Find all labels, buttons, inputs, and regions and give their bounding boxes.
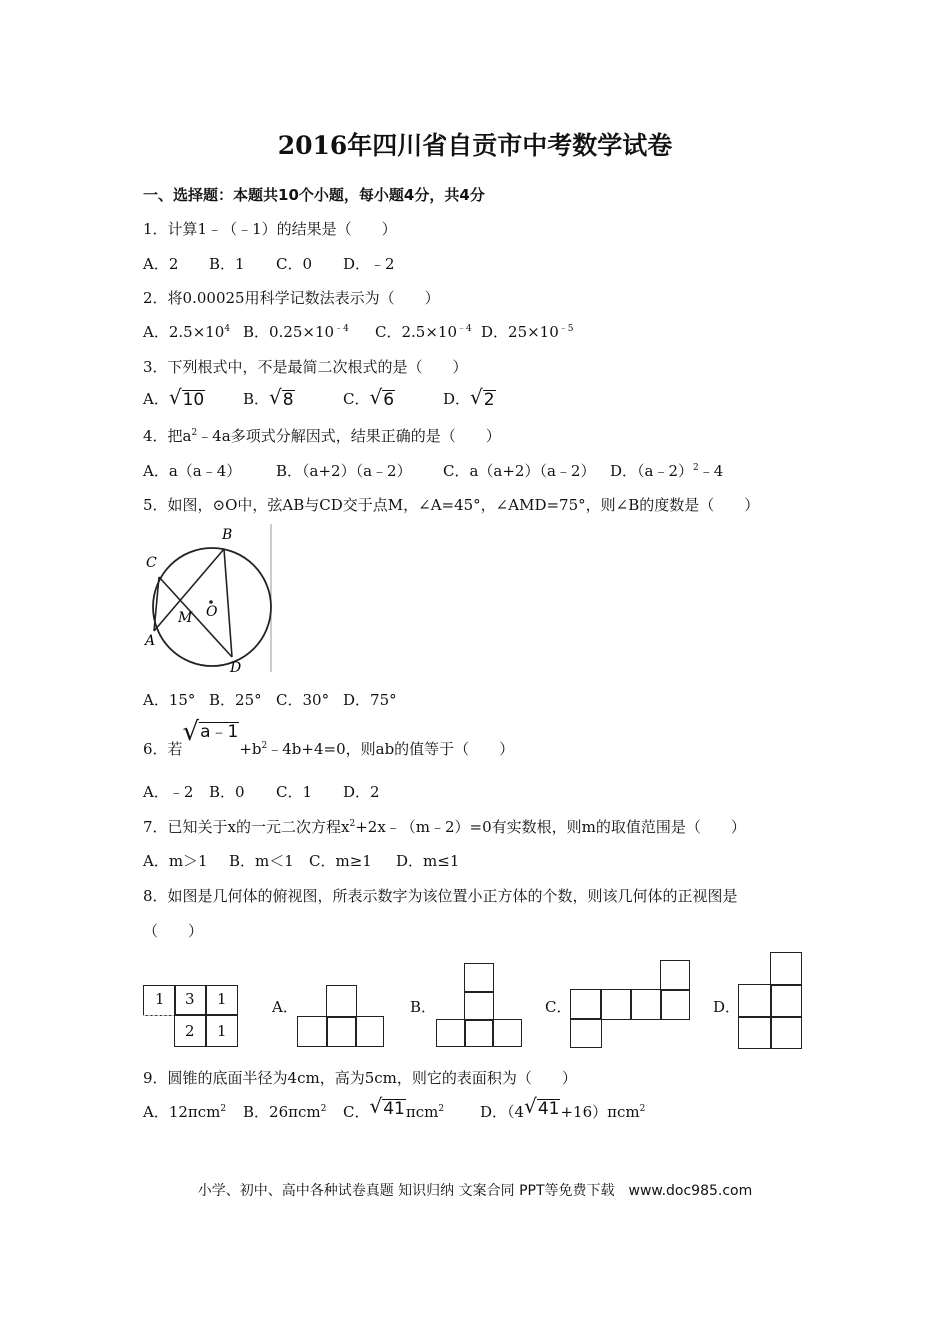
q3-d-radicand: 2 [483,390,495,410]
q4-option-b: B．（a+2）（a﹣2） [276,462,412,480]
q5-option-b: B．25° [209,691,262,709]
q4-d-post: ﹣4 [698,462,724,480]
q8-stem: 8．如图是几何体的俯视图，所表示数字为该位置小正方体的个数，则该几何体的正视图是 [143,887,738,905]
cube-square [436,1019,466,1047]
q3-option-d [443,385,496,410]
cube-square [738,984,772,1018]
q7-stem-pre: 7．已知关于x的一元二次方程x [143,818,350,836]
q9-d-exp: 2 [639,1104,646,1114]
cube-square [570,989,602,1020]
cube-square [355,1016,384,1047]
q1-stem: 1．计算1﹣（﹣1）的结果是（ ） [143,220,397,238]
q7-option-a: A．m＞1 [143,852,208,870]
q9-b-exp: 2 [320,1104,327,1114]
sqrt-icon: √ 6 [369,385,395,410]
q3-stem: 3．下列根式中，不是最简二次根式的是（ ） [143,358,468,376]
page-title: 2016年四川省自贡市中考数学试卷 [277,131,673,160]
circle-figure [140,522,275,674]
q9-d-pre: D．（4 [480,1103,525,1121]
q4-option-d [610,460,723,481]
q3-d-label: D． [443,390,471,408]
sqrt-icon: √ 41 [524,1094,560,1119]
q2-b-exp: ﹣4 [334,324,349,334]
q3-options [143,385,495,410]
q8-option-b-label: B． [410,998,437,1016]
q6-stem-exp: 2 [261,741,268,751]
q3-b-radicand: 8 [282,390,294,410]
q6-option-b: B．0 [209,783,245,801]
cube-square [660,989,690,1020]
sqrt-icon: √ a﹣1 [182,717,239,747]
q8-option-c-figure [570,960,690,1048]
q5-stem: 5．如图，⊙O中，弦AB与CD交于点M，∠A=45°，∠AMD=75°，则∠B的度数是（ ） [143,496,760,514]
q3-option-a [143,385,205,410]
q9-d-radicand: 41 [537,1099,560,1119]
cube-square [326,985,357,1018]
q2-d-exp: ﹣5 [558,324,574,334]
grid-number: 2 [185,1022,195,1040]
q6-option-c: C．1 [276,783,313,801]
grid-number: 1 [217,990,227,1008]
chord-cd [159,577,232,657]
sqrt-icon: √ 8 [269,385,294,410]
grid-number: 1 [155,990,165,1008]
q9-c-label: C． [343,1103,370,1121]
q5-option-d: D．75° [343,691,397,709]
label-a: A [145,633,156,649]
q2-c-exp: ﹣4 [457,324,472,334]
q9-stem: 9．圆锥的底面半径为4cm，高为5cm，则它的表面积为（ ） [143,1069,577,1087]
q4-d-exp: 2 [693,463,699,473]
q2-a-exp: 4 [224,324,231,334]
q4-stem-exp: 2 [191,428,198,438]
cube-square [738,1016,772,1049]
q3-b-label: B． [243,390,270,408]
q9-option-c [343,1094,445,1121]
q9-option-b [243,1101,326,1122]
cube-square [770,984,802,1018]
q7-stem-post: +2x﹣（m﹣2）=0有实数根，则m的取值范围是（ ） [355,818,746,836]
q6-stem-post: ﹣4b+4=0，则ab的值等于（ ） [267,740,515,758]
q7-option-b: B．m＜1 [229,852,294,870]
sqrt-icon: √ 41 [369,1094,405,1119]
cube-square [570,1018,602,1048]
q9-a-exp: 2 [220,1104,227,1114]
q1-options [143,253,395,274]
q8-stem-paren: （ ） [143,922,204,940]
chord-bd [224,549,232,657]
q6-stem-rest [239,740,514,758]
q4-d-pre: D．（a﹣2） [610,462,694,480]
q2-a-base: A．2.5×10 [143,323,225,341]
q6-option-a: A．﹣2 [143,783,194,801]
q4-stem-pre: 4．把a [143,427,192,445]
cube-square [464,991,494,1021]
q5-options [143,689,397,710]
q1-option-d: D．﹣2 [343,255,395,273]
q3-option-c [343,385,395,410]
q6-stem [143,717,515,758]
cube-square [630,989,662,1020]
q3-c-radicand: 6 [383,390,395,410]
q9-c-exp: 2 [438,1104,445,1114]
q4-stem-post: ﹣4a多项式分解因式，结果正确的是（ ） [197,427,501,445]
q7-options [143,850,460,871]
q3-option-b [243,385,295,410]
q9-a-base: A．12πcm [143,1103,221,1121]
cube-square [326,1016,357,1047]
sqrt-icon: √ 10 [168,385,205,410]
q8-option-b-figure [436,963,522,1047]
q4-option-c: C．a（a+2）（a﹣2） [443,462,596,480]
footer-banner: 小学、初中、高中各种试卷真题 知识归纳 文案合同 PPT等免费下载 www.doc985.com [197,1183,753,1199]
cube-square [770,1016,802,1049]
q9-d-tail [560,1103,645,1121]
q1-option-a: A．2 [143,255,179,273]
q8-option-d-figure [738,952,802,1049]
q9-c-tail [406,1103,444,1121]
q9-option-d [480,1094,646,1121]
label-d: D [230,660,242,674]
q3-a-radicand: 10 [182,390,205,410]
q9-option-a [143,1101,226,1122]
label-c: C [146,555,157,571]
cube-square [600,989,632,1020]
q3-c-label: C． [343,390,370,408]
q8-option-c-label: C． [545,998,572,1016]
label-o: O [206,604,218,620]
q2-option-a [143,321,230,342]
grid-number: 1 [217,1022,227,1040]
q1-option-c: C．0 [276,255,313,273]
q2-c-base: C．2.5×10 [375,323,457,341]
q9-c-post: πcm [405,1103,439,1121]
q2-option-c [375,321,472,342]
q9-c-radicand: 41 [383,1099,405,1119]
cube-square [492,1019,522,1047]
q4-options [143,460,724,481]
q5-option-c: C．30° [276,691,330,709]
q9-options [143,1094,646,1121]
q2-b-base: B．0.25×10 [243,323,335,341]
q6-stem-mid: +b [239,740,262,758]
cube-square [297,1016,328,1047]
q7-option-c: C．m≥1 [309,852,372,870]
q1-option-b: B．1 [209,255,245,273]
q2-d-base: D．25×10 [481,323,559,341]
grid-faint-line [143,1015,174,1016]
q6-stem-pre: 6．若 [143,740,183,758]
cube-square [464,963,494,993]
grid-number: 3 [185,990,195,1008]
q8-option-d-label: D． [713,998,741,1016]
q9-b-base: B．26πcm [243,1103,321,1121]
q2-stem: 2．将0.00025用科学记数法表示为（ ） [143,289,440,307]
label-m: M [178,610,193,626]
q6-option-d: D．2 [343,783,380,801]
q6-radicand: a﹣1 [200,722,239,742]
q3-a-label: A． [143,390,169,408]
q8-option-a-figure [297,985,384,1047]
q9-d-post: +16）πcm [560,1103,640,1121]
q7-stem-exp: 2 [349,819,356,829]
q4-option-a: A．a（a﹣4） [143,462,242,480]
q7-stem [143,816,746,837]
sqrt-icon: √ 2 [470,385,495,410]
section-heading: 一、选择题：本题共10个小题，每小题4分，共4分 [143,186,485,204]
q8-option-a-label: A． [272,998,298,1016]
q6-options [143,781,380,802]
top-view-grid [143,985,238,1047]
q2-option-b [243,321,349,342]
q2-option-d [481,321,574,342]
cube-square [464,1019,494,1047]
label-b: B [222,527,233,543]
q4-stem [143,425,501,446]
cube-square [770,952,802,986]
q5-option-a: A．15° [143,691,196,709]
q7-option-d: D．m≤1 [396,852,460,870]
cube-square [660,960,690,991]
